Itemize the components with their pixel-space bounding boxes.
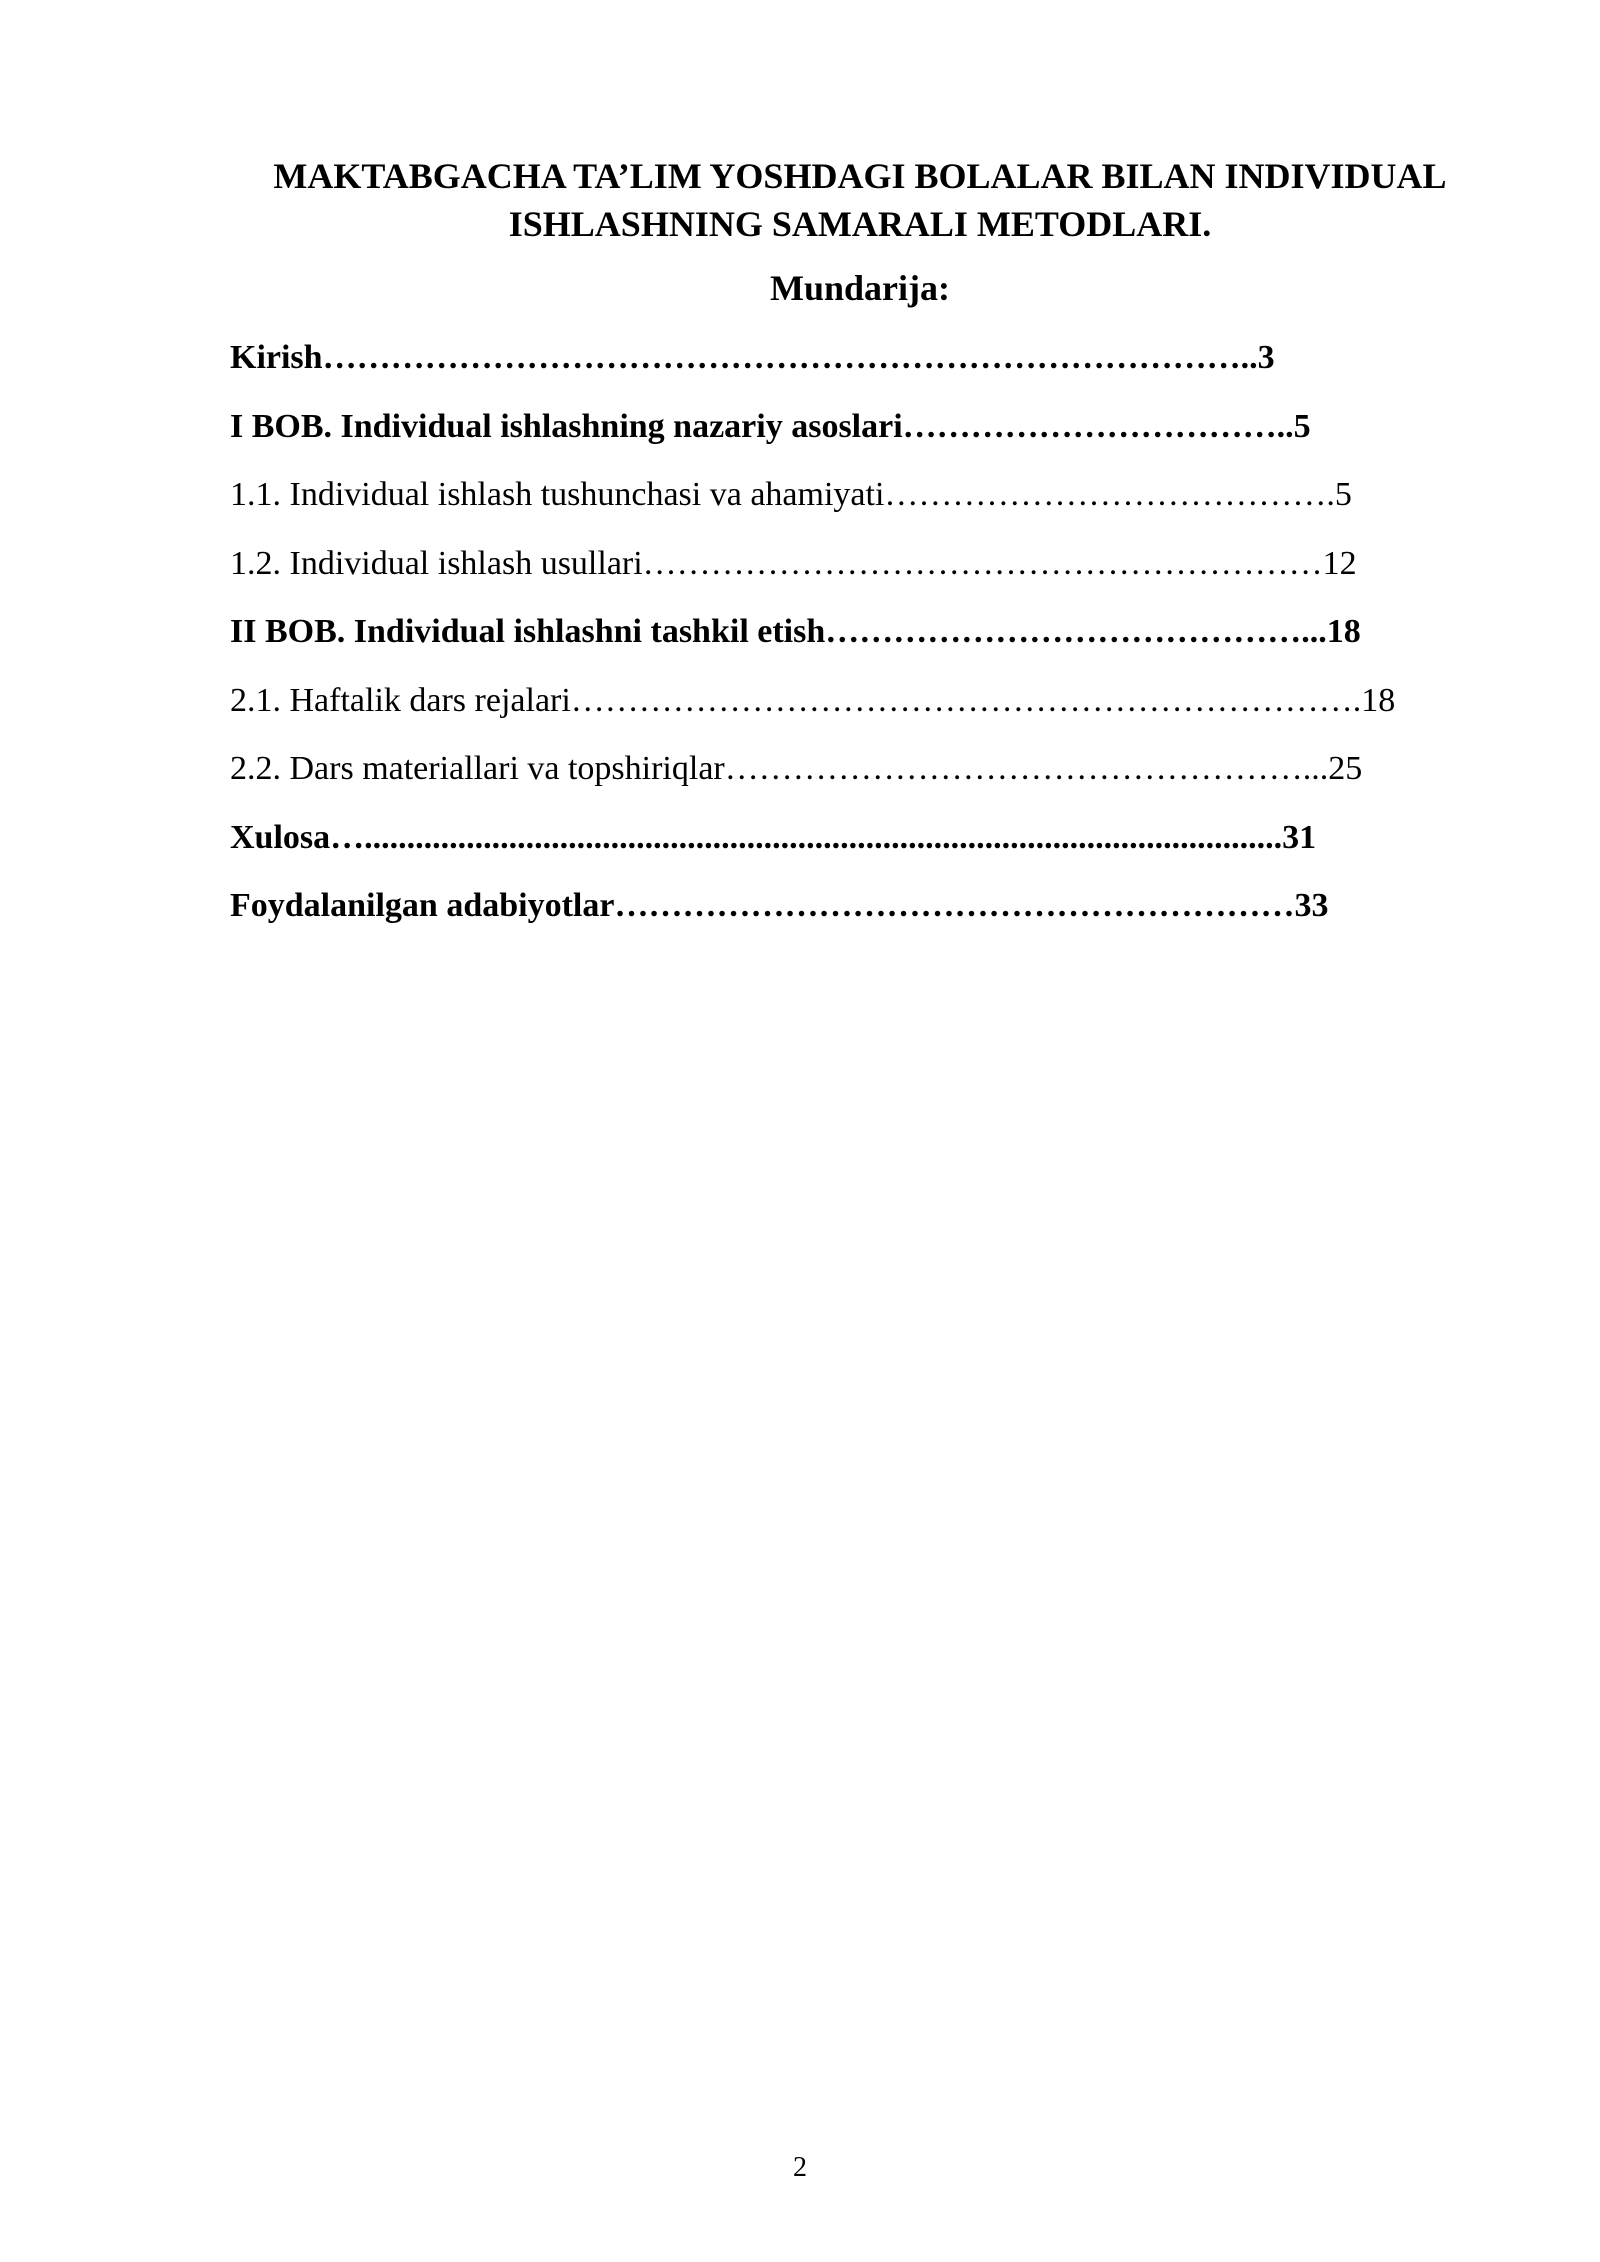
toc-entry-references: Foydalanilgan adabiyotlar……………………………………………………33 [230, 887, 1329, 924]
toc-entry-section-1-2: 1.2. Individual ishlash usullari……………………………………………………12 [230, 544, 1357, 582]
toc-entry-xulosa: Xulosa…............................................................................................................31 [230, 818, 1317, 856]
document-title [200, 152, 1520, 248]
title-line-1: MAKTABGACHA TA’LIM YOSHDAGI BOLALAR BILAN INDIVIDUAL [273, 156, 1447, 196]
table-of-contents [230, 334, 1490, 951]
toc-entry-chapter-1: I BOB. Individual ishlashning nazariy asoslari……………………………..5 [230, 407, 1311, 445]
toc-entry-kirish: Kirish………………………………………………………………………..3 [230, 339, 1275, 376]
title-line-2: ISHLASHNING SAMARALI METODLARI. [508, 204, 1212, 244]
toc-entry-section-1-1: 1.1. Individual ishlash tushunchasi va ahamiyati………………………………….5 [230, 476, 1352, 513]
toc-entry-section-2-2: 2.2. Dars materiallari va topshiriqlar……………………………………………...25 [230, 750, 1363, 787]
toc-heading: Mundarija: [770, 268, 950, 308]
toc-entry-chapter-2: II BOB. Individual ishlashni tashkil etish……………………………………...18 [230, 613, 1361, 650]
page-number: 2 [793, 2152, 807, 2183]
toc-entry-section-2-1: 2.1. Haftalik dars rejalari…………………………………………………………….18 [230, 681, 1396, 719]
